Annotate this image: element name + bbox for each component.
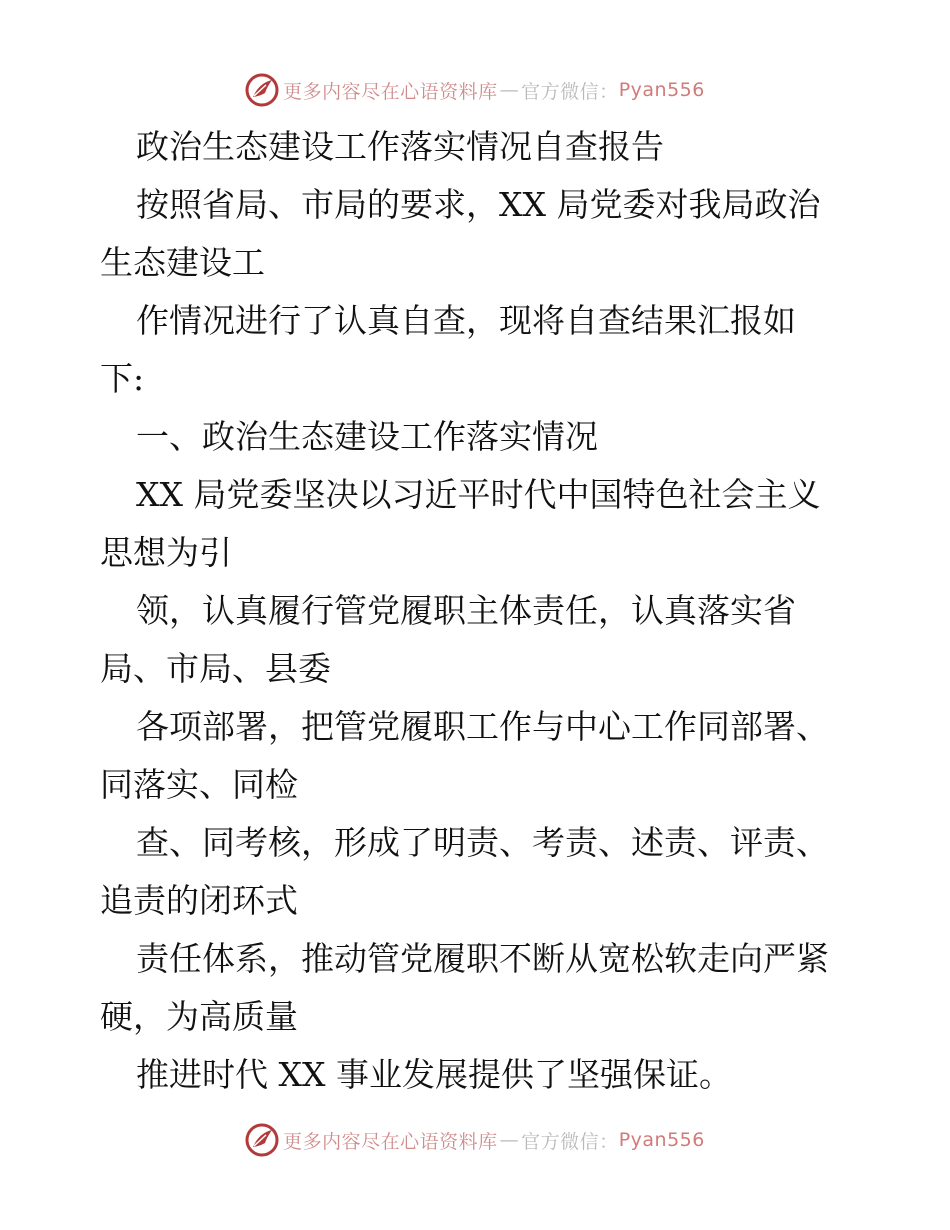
- watermark-wechat-label: 官方微信：: [521, 80, 619, 103]
- watermark-separator: —: [499, 79, 520, 101]
- paragraph-line: 查、同考核，形成了明责、考责、述责、评责、: [136, 823, 829, 862]
- paragraph-line: 各项部署，把管党履职工作与中心工作同部署、: [136, 707, 829, 746]
- paragraph-line: 责任体系，推动管党履职不断从宽松软走向严紧: [136, 939, 829, 978]
- quill-logo-icon: [245, 73, 279, 107]
- watermark-site-text: 更多内容尽在心语资料库: [283, 80, 498, 103]
- watermark-wechat-id: Pyan556: [618, 79, 705, 101]
- document-title: 政治生态建设工作落实情况自查报告: [136, 127, 664, 166]
- paragraph-line: 推进时代 XX 事业发展提供了坚强保证。: [136, 1055, 732, 1094]
- watermark-separator: —: [499, 1129, 520, 1151]
- paragraph-line: XX 局党委坚决以习近平时代中国特色社会主义: [136, 475, 821, 514]
- watermark-wechat-id: Pyan556: [618, 1129, 705, 1151]
- paragraph-line: 硬，为高质量: [100, 997, 298, 1036]
- watermark-banner-top: [0, 70, 950, 110]
- paragraph-line: 领，认真履行管党履职主体责任，认真落实省: [136, 591, 796, 630]
- quill-logo-icon: [245, 1123, 279, 1157]
- paragraph-line: 按照省局、市局的要求，XX 局党委对我局政治: [136, 185, 821, 224]
- paragraph-line: 同落实、同检: [100, 765, 298, 804]
- paragraph-line: 追责的闭环式: [100, 881, 298, 920]
- paragraph-line: 生态建设工: [100, 243, 265, 282]
- paragraph-line: 作情况进行了认真自查，现将自查结果汇报如: [136, 301, 796, 340]
- section-heading: 一、政治生态建设工作落实情况: [136, 417, 598, 456]
- watermark-banner-bottom: [0, 1120, 950, 1160]
- watermark-site-text: 更多内容尽在心语资料库: [283, 1130, 498, 1153]
- watermark-wechat-label: 官方微信：: [521, 1130, 619, 1153]
- paragraph-line: 思想为引: [100, 533, 232, 572]
- paragraph-line: 下:: [100, 359, 145, 398]
- paragraph-line: 局、市局、县委: [100, 649, 331, 688]
